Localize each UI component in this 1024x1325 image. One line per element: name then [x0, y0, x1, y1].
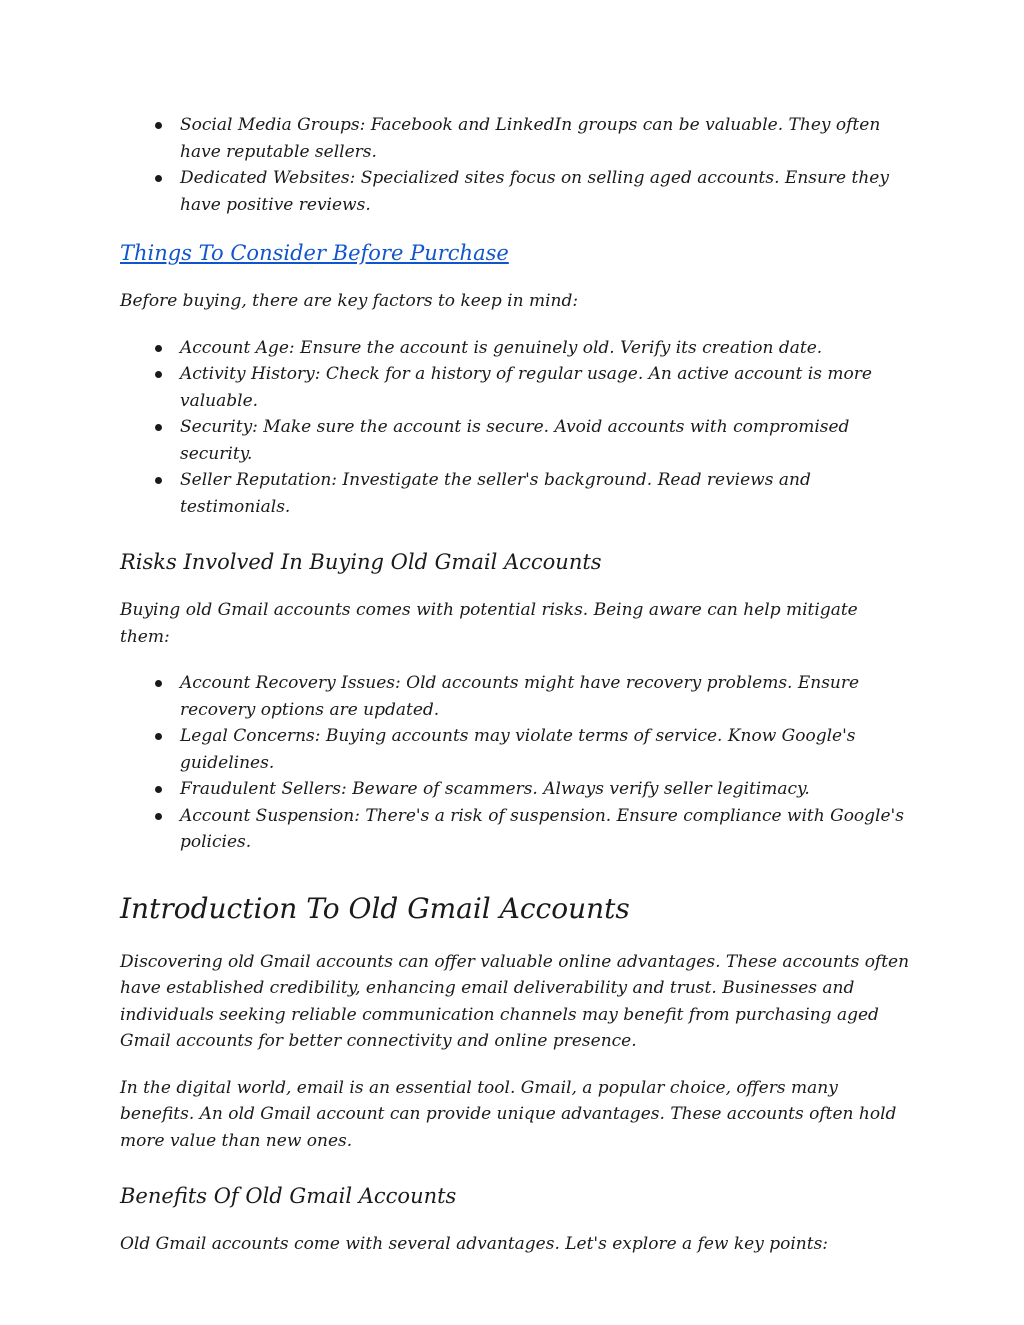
- sources-list: [120, 112, 910, 218]
- risks-list: [120, 670, 910, 856]
- consider-list: [120, 335, 910, 521]
- list-item: Legal Concerns: Buying accounts may violate terms of service. Know Google's guidelines.: [180, 723, 910, 776]
- list-item: Fraudulent Sellers: Beware of scammers. Always verify seller legitimacy.: [180, 776, 910, 803]
- list-item: Social Media Groups: Facebook and LinkedIn groups can be valuable. They often have reputable sellers.: [180, 112, 910, 165]
- list-item: Account Age: Ensure the account is genuinely old. Verify its creation date.: [180, 335, 910, 362]
- document-page: [120, 112, 910, 1258]
- introduction-paragraph-1: Discovering old Gmail accounts can offer valuable online advantages. These accounts often have established credibility, enhancing email deliverability and trust. Businesses and individuals seeking reliable communication channels may benefit from purchasing aged Gmail accounts for better connectivity and online presence.: [120, 951, 910, 1051]
- list-item: Account Suspension: There's a risk of suspension. Ensure compliance with Google's policies.: [180, 803, 910, 856]
- risks-intro: Buying old Gmail accounts comes with potential risks. Being aware can help mitigate them:: [120, 600, 858, 647]
- introduction-heading: Introduction To Old Gmail Accounts: [120, 891, 630, 925]
- list-item: Activity History: Check for a history of regular usage. An active account is more valuable.: [180, 361, 910, 414]
- risks-heading: Risks Involved In Buying Old Gmail Accounts: [120, 550, 602, 574]
- list-item: Dedicated Websites: Specialized sites focus on selling aged accounts. Ensure they have positive reviews.: [180, 165, 910, 218]
- list-item: Account Recovery Issues: Old accounts might have recovery problems. Ensure recovery options are updated.: [180, 670, 910, 723]
- consider-heading-link[interactable]: Things To Consider Before Purchase: [120, 241, 509, 265]
- benefits-heading: Benefits Of Old Gmail Accounts: [120, 1184, 457, 1208]
- introduction-paragraph-2: In the digital world, email is an essential tool. Gmail, a popular choice, offers many benefits. An old Gmail account can provide unique advantages. These accounts often hold more value than new ones.: [120, 1077, 897, 1151]
- list-item: Security: Make sure the account is secure. Avoid accounts with compromised security.: [180, 414, 910, 467]
- benefits-intro: Old Gmail accounts come with several advantages. Let's explore a few key points:: [120, 1234, 829, 1254]
- list-item: Seller Reputation: Investigate the seller's background. Read reviews and testimonials.: [180, 467, 910, 520]
- consider-intro: Before buying, there are key factors to keep in mind:: [120, 291, 579, 311]
